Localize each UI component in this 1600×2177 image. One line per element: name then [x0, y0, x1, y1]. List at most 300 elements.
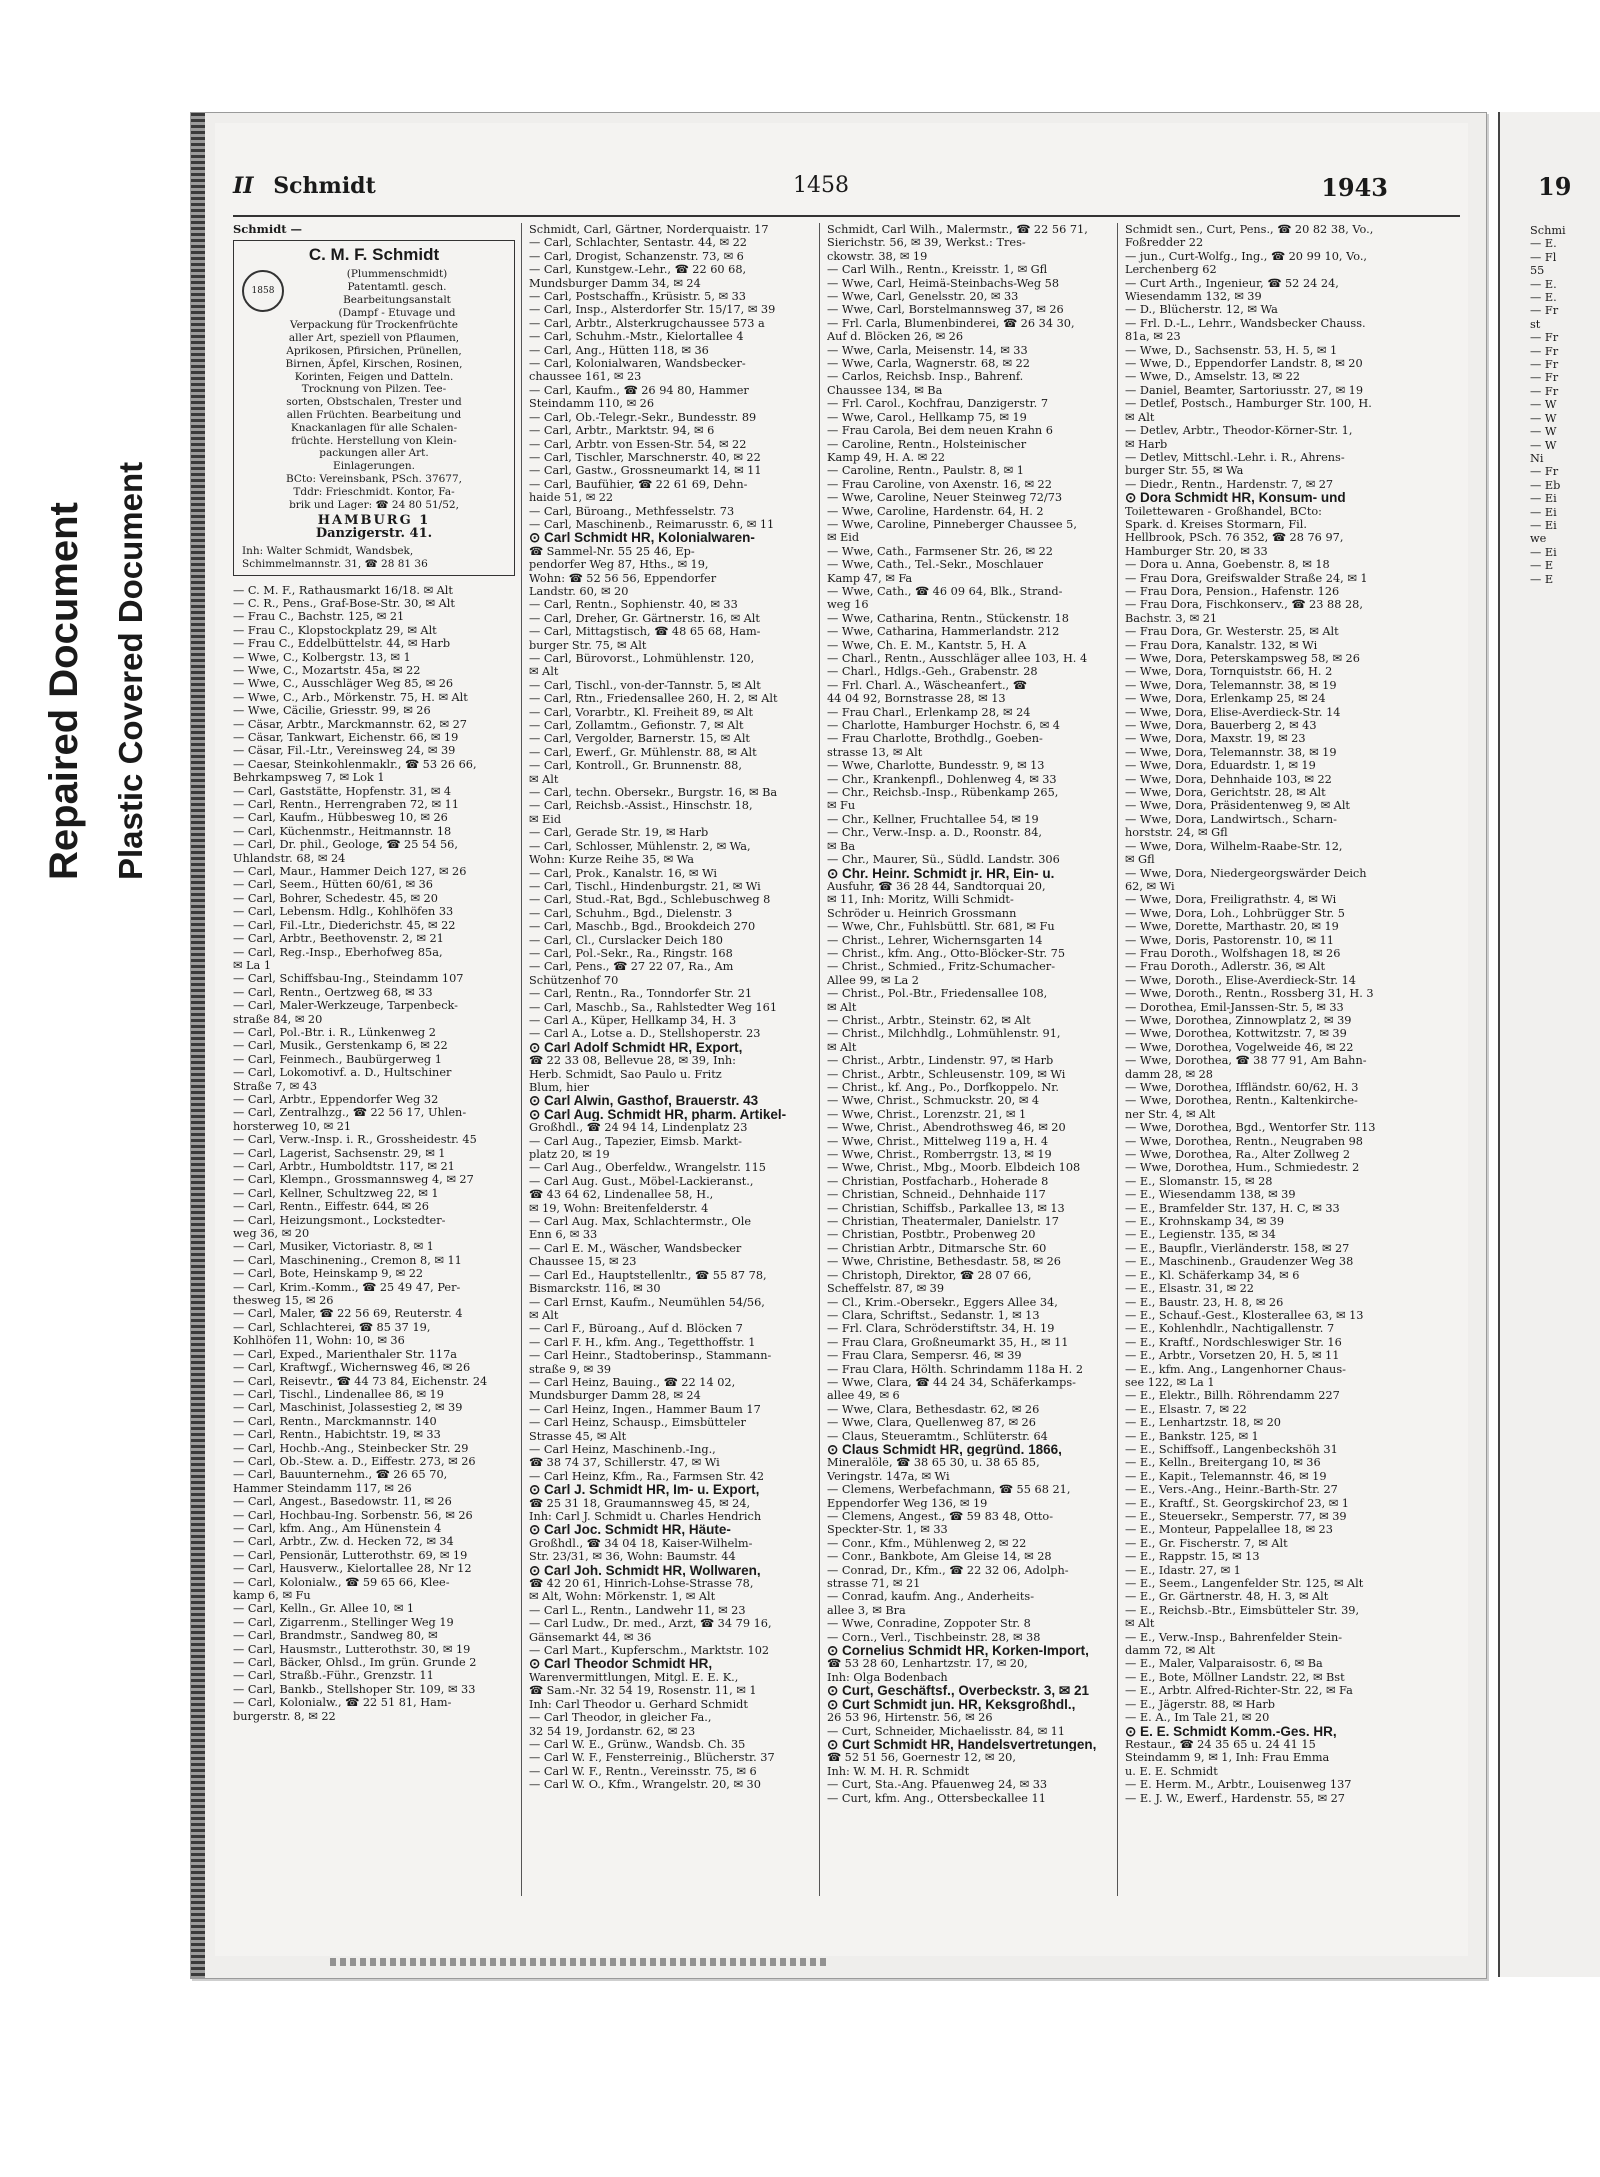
directory-entry: — Chr., Kellner, Fruchtallee 54, ✉ 19 — [827, 812, 1039, 826]
directory-entry: — Clemens, Angest., ☎ 59 83 48, Otto- — [827, 1510, 1054, 1523]
directory-entry: — jun., Curt-Wolfg., Ing., ☎ 20 99 10, Vo., — [1125, 249, 1368, 263]
directory-entry: — Carl, Küchenmstr., Heitmannstr. 18 — [233, 824, 452, 838]
directory-entry: — Carl, Maschinist, Jolassestieg 2, ✉ 39 — [233, 1401, 463, 1415]
ad-title: C. M. F. Schmidt — [308, 245, 440, 265]
directory-entry: — Wwe, Dora, Präsidentenweg 9, ✉ Alt — [1125, 799, 1350, 813]
directory-entry: — Wwe, Dorothea, Rentn., Neugraben 98 — [1125, 1134, 1363, 1148]
directory-entry: — Wwe, Dora, Peterskampsweg 58, ✉ 26 — [1125, 652, 1360, 665]
directory-entry: ✉ Eid — [529, 812, 562, 826]
directory-entry: — Wwe, Conradine, Zoppoter Str. 8 — [827, 1617, 1031, 1631]
directory-entry: — Wwe, Caroline, Hardenstr. 64, H. 2 — [827, 504, 1044, 518]
directory-entry: — Carl, Kolonialw., ☎ 22 51 81, Ham- — [233, 1696, 452, 1710]
directory-entry: — Carl, Reichsb.-Assist., Hinschstr. 18, — [529, 799, 753, 813]
directory-entry: — Carl, Maler-Werkzeuge, Tarpenbeck- — [233, 999, 458, 1013]
directory-entry: — Carl, Kolonialw., ☎ 59 65 66, Klee- — [233, 1575, 450, 1589]
directory-entry: Strasse 45, ✉ Alt — [529, 1429, 627, 1443]
directory-entry: — Carl, Schlachterei, ☎ 85 37 19, — [233, 1320, 431, 1334]
directory-entry: — E., Maschinenb., Graudenzer Weg 38 — [1125, 1255, 1354, 1269]
directory-entry: Foßredder 22 — [1125, 236, 1204, 250]
directory-entry: 62, ✉ Wi — [1125, 879, 1175, 893]
directory-entry: — Wwe, Dora, Eduardstr. 1, ✉ 19 — [1125, 759, 1316, 773]
directory-entry: — E., Gr. Gärtnerstr. 48, H. 3, ✉ Alt — [1125, 1590, 1329, 1604]
column-2 — [529, 223, 813, 1896]
directory-entry: Inh: Carl J. Schmidt u. Charles Hendrich — [529, 1510, 762, 1523]
directory-entry: — Chr., Maurer, Sü., Südld. Landstr. 306 — [827, 853, 1060, 867]
directory-entry: — Diedr., Rentn., Hardenstr. 7, ✉ 27 — [1125, 477, 1334, 491]
directory-entry: Veringstr. 147a, ✉ Wi — [827, 1469, 950, 1483]
directory-entry: — Wwe, Carl, Heimä-Steinbachs-Weg 58 — [827, 276, 1060, 290]
directory-entry: — Carl, Rentn., Marckmannstr. 140 — [233, 1414, 437, 1428]
next-page-line: — E. — [1530, 237, 1557, 251]
directory-entry: — Carl, Schlosser, Mühlenstr. 2, ✉ Wa, — [529, 839, 751, 853]
directory-entry: — Carl, Fil.-Ltr., Diederichstr. 45, ✉ 22 — [233, 918, 456, 932]
directory-entry: — Wwe, Dora, Freiligrathstr. 4, ✉ Wi — [1125, 893, 1337, 907]
directory-entry: horststr. 24, ✉ Gfl — [1125, 826, 1228, 840]
directory-entry: — Carl F., Büroang., Auf d. Blöcken 7 — [529, 1322, 743, 1336]
column-4 — [1125, 223, 1409, 1896]
directory-entry: Enn 6, ✉ 33 — [529, 1228, 598, 1242]
directory-entry: — Curt Arth., Ingenieur, ☎ 52 24 24, — [1125, 276, 1339, 290]
directory-entry: — Carl, Klempn., Grossmannsweg 4, ✉ 27 — [233, 1173, 474, 1187]
directory-entry: — Carl Heinz, Schausp., Eimsbütteler — [529, 1416, 746, 1430]
bottom-print-strip — [330, 1958, 830, 1966]
directory-entry: 44 04 92, Bornstrasse 28, ✉ 13 — [827, 692, 1006, 706]
binding-edge — [191, 113, 205, 1978]
directory-entry: — Carl, Kunstgew.-Lehr., ☎ 22 60 68, — [529, 263, 747, 277]
directory-entry: Großhdl., ☎ 34 04 18, Kaiser-Wilhelm- — [529, 1536, 753, 1550]
directory-entry: — Carl, Ob.-Stew. a. D., Eiffestr. 273, ✉ 26 — [233, 1454, 476, 1468]
directory-entry: 32 54 19, Jordanstr. 62, ✉ 23 — [529, 1724, 696, 1738]
directory-entry: — Frau Dora, Gr. Westerstr. 25, ✉ Alt — [1125, 625, 1339, 639]
ad-text-line: Trocknung von Pilzen. Tee- — [301, 383, 447, 396]
directory-entry: — Wwe, Doroth., Rentn., Rossberg 31, H. 3 — [1125, 987, 1374, 1001]
directory-entry: — Christ., Arbtr., Lindenstr. 97, ✉ Harb — [827, 1054, 1054, 1068]
directory-entry: — Carl, Ob.-Telegr.-Sekr., Bundesstr. 89 — [529, 410, 757, 424]
directory-entry: — Carl, Verw.-Insp. i. R., Grossheidestr. 45 — [233, 1133, 477, 1147]
directory-entry: Inh: Olga Bodenbach — [827, 1670, 948, 1684]
directory-entry: ⊙ Claus Schmidt HR, gegründ. 1866, — [827, 1442, 1062, 1457]
directory-entry: — Frau C., Bachstr. 125, ✉ 21 — [233, 610, 405, 624]
directory-entry: strasse 71, ✉ 21 — [827, 1577, 921, 1591]
next-page-line: — Ei — [1530, 492, 1557, 506]
directory-entry: — Carl E. M., Wäscher, Wandsbecker — [529, 1241, 742, 1255]
directory-entry: Großhdl., ☎ 24 94 14, Lindenplatz 23 — [529, 1121, 748, 1135]
directory-entry: — Frl. D.-L., Lehrr., Wandsbecker Chauss. — [1125, 316, 1366, 330]
directory-entry: Kamp 47, ✉ Fa — [827, 571, 913, 585]
directory-entry: ✉ La 1 — [233, 958, 272, 972]
directory-entry: — Carlos, Reichsb. Insp., Bahrenf. — [827, 370, 1024, 384]
directory-entry: Ausfuhr, ☎ 36 28 44, Sandtorquai 20, — [827, 879, 1046, 893]
directory-entry: — Chr., Krankenpfl., Dohlenweg 4, ✉ 33 — [827, 772, 1057, 786]
directory-entry: — Christ., Milchhdlg., Lohmühlenstr. 91, — [827, 1027, 1061, 1041]
ad-text-line: brik und Lager: ☎ 24 80 51/52, — [289, 498, 459, 511]
directory-entry: — E., Kraftf., Nordschleswiger Str. 16 — [1125, 1335, 1342, 1349]
side-labels — [30, 380, 190, 900]
directory-entry: ⊙ Carl Schmidt HR, Kolonialwaren- — [529, 531, 755, 545]
directory-entry: — Frau Charl., Erlenkamp 28, ✉ 24 — [827, 705, 1031, 719]
next-page-line: — Ei — [1530, 518, 1557, 532]
directory-entry: — Wwe, Christ., Schmuckstr. 20, ✉ 4 — [827, 1094, 1040, 1108]
page-header — [233, 173, 1460, 209]
directory-entry: Bismarckstr. 116, ✉ 30 — [529, 1282, 661, 1296]
directory-entry: horsterweg 10, ✉ 21 — [233, 1119, 352, 1133]
directory-entry: ☎ 52 51 56, Goernestr 12, ✉ 20, — [827, 1751, 1016, 1765]
directory-entry: — Carl, Straßb.-Führ., Grenzstr. 11 — [233, 1669, 434, 1683]
directory-entry: ✉ 19, Wohn: Breitenfelderstr. 4 — [529, 1201, 709, 1215]
directory-entry: see 122, ✉ La 1 — [1125, 1375, 1215, 1389]
directory-entry: Uhlandstr. 68, ✉ 24 — [233, 851, 346, 865]
directory-entry: — Wwe, Carl, Borstelmannsweg 37, ✉ 26 — [827, 303, 1064, 317]
directory-entry: ⊙ Carl J. Schmidt HR, Im- u. Export, — [529, 1483, 760, 1497]
directory-entry: ⊙ Carl Joh. Schmidt HR, Wollwaren, — [529, 1563, 761, 1578]
directory-entry: — Carl Heinz, Kfm., Ra., Farmsen Str. 42 — [529, 1469, 765, 1483]
directory-entry: — Charlotte, Hamburger Hochstr. 6, ✉ 4 — [827, 719, 1060, 733]
directory-entry: — Carl, Mittagstisch, ☎ 48 65 68, Ham- — [529, 625, 761, 639]
directory-entry: Sierichstr. 56, ✉ 39, Werkst.: Tres- — [827, 236, 1026, 250]
directory-entry: — Christ., Pol.-Btr., Friedensallee 108, — [827, 987, 1048, 1001]
directory-entry: — E., Reichsb.-Btr., Eimsbütteler Str. 39, — [1125, 1603, 1360, 1617]
directory-entry: ☎ 25 31 18, Graumannsweg 45, ✉ 24, — [529, 1496, 751, 1510]
directory-entry: — Carl, Bürovorst., Lohmühlenstr. 120, — [529, 652, 755, 665]
directory-entry: — Frl. Clara, Schröderstiftstr. 34, H. 19 — [827, 1322, 1055, 1336]
directory-entry: Gänsemarkt 44, ✉ 36 — [529, 1630, 652, 1644]
directory-entry: — C. R., Pens., Graf-Bose-Str. 30, ✉ Alt — [233, 596, 455, 610]
next-page-line: — Fl — [1530, 250, 1557, 264]
directory-entry: — Frl. Charl. A., Wäscheanfert., ☎ — [827, 678, 1027, 692]
directory-entry: — Frl. Carla, Blumenbinderei, ☎ 26 34 30, — [827, 316, 1075, 330]
ad-text-line: früchte. Herstellung von Klein- — [291, 434, 457, 447]
directory-entry: haide 51, ✉ 22 — [529, 491, 614, 505]
directory-page-scan — [190, 112, 1487, 1979]
directory-entry: Wohn: ☎ 52 56 56, Eppendorfer — [529, 571, 717, 585]
next-page-line: — E. — [1530, 291, 1557, 305]
directory-entry: — Charl., Hdlgs.-Geh., Grabenstr. 28 — [827, 665, 1038, 679]
directory-entry: strasse 13, ✉ Alt — [827, 745, 923, 759]
directory-entry: — E. Herm. M., Arbtr., Louisenweg 137 — [1125, 1778, 1352, 1792]
directory-entry: — Wwe, Dorothea, Vogelweide 46, ✉ 22 — [1125, 1040, 1354, 1054]
directory-entry: — Claus, Steueramtm., Schlüterstr. 64 — [827, 1429, 1048, 1443]
directory-entry: Schmidt, Carl, Gärtner, Norderquaistr. 17 — [529, 223, 769, 236]
directory-entry: — Frau Charlotte, Brothdlg., Goeben- — [827, 732, 1043, 746]
directory-entry: ✉ Alt — [1125, 410, 1155, 424]
directory-entry: — Carl, Stud.-Rat, Bgd., Schlebuschweg 8 — [529, 893, 771, 907]
directory-entry: — Carl A., Lotse a. D., Stellshoperstr. 23 — [529, 1027, 761, 1041]
next-page-line: — Eb — [1530, 478, 1561, 492]
directory-entry: kamp 6, ✉ Fu — [233, 1589, 311, 1602]
directory-entry: — Wwe, Cäcilie, Griesstr. 99, ✉ 26 — [233, 704, 431, 718]
directory-entry: — E., Seem., Langenfelder Str. 125, ✉ Alt — [1125, 1577, 1364, 1591]
directory-entry: — Carl, Zentralhzg., ☎ 22 56 17, Uhlen- — [233, 1106, 467, 1120]
directory-entry: — E., Gr. Fischerstr. 7, ✉ Alt — [1125, 1536, 1288, 1550]
directory-entry: — Wwe, Catharina, Hammerlandstr. 212 — [827, 625, 1060, 639]
directory-entry: — Wwe, C., Mozartstr. 45a, ✉ 22 — [233, 663, 421, 677]
directory-entry: — Frau Clara, Hölth. Schrindamm 118a H. 2 — [827, 1362, 1084, 1376]
directory-entry: — Carl, Reisevtr., ☎ 44 73 84, Eichenstr. 24 — [233, 1374, 488, 1388]
directory-entry: — Carl, Hochbau-Ing. Sorbenstr. 56, ✉ 26 — [233, 1508, 473, 1522]
directory-entry: — Carl W. F., Rentn., Vereinsstr. 75, ✉ 6 — [529, 1764, 757, 1778]
directory-entry: Schmidt sen., Curt, Pens., ☎ 20 82 38, Vo., — [1125, 223, 1374, 236]
directory-entry: — Carl, Vorarbtr., Kl. Freiheit 89, ✉ Alt — [529, 705, 754, 719]
directory-entry: Mundsburger Damm 28, ✉ 24 — [529, 1389, 701, 1403]
directory-entry: — Detlev, Arbtr., Theodor-Körner-Str. 1, — [1125, 424, 1353, 438]
directory-entry: — Wwe, Dora, Maxstr. 19, ✉ 23 — [1125, 732, 1306, 746]
directory-entry: — Wwe, Charlotte, Bundesstr. 9, ✉ 13 — [827, 759, 1045, 773]
directory-entry: ☎ Sam.-Nr. 32 54 19, Rosenstr. 11, ✉ 1 — [529, 1684, 757, 1698]
directory-entry: — Dorothea, Emil-Janssen-Str. 5, ✉ 33 — [1125, 1000, 1344, 1014]
directory-entry: damm 72, ✉ Alt — [1125, 1644, 1215, 1658]
plastic-covered-label: Plastic Covered Document — [112, 461, 149, 880]
ad-text-line: allen Früchten. Bearbeitung und — [286, 408, 462, 421]
directory-entry: Mundsburger Damm 34, ✉ 24 — [529, 276, 701, 290]
next-page-line: — W — [1530, 411, 1557, 425]
next-page-line: Schmi — [1530, 224, 1566, 237]
directory-entry: — Wwe, Dora, Erlenkamp 25, ✉ 24 — [1125, 692, 1326, 706]
directory-entry: — Christian, Schneid., Dehnhaide 117 — [827, 1188, 1046, 1202]
directory-entry: — Chr., Reichsb.-Insp., Rübenkamp 265, — [827, 786, 1059, 800]
directory-entry: — Christ., Arbtr., Steinstr. 62, ✉ Alt — [827, 1013, 1031, 1027]
directory-entry: — Carl, Brandmstr., Sandweg 80, ✉ — [233, 1629, 438, 1643]
directory-entry: — Wwe, Dorothea, Zinnowplatz 2, ✉ 39 — [1125, 1013, 1352, 1027]
directory-entry: — Wwe, Dorette, Marthastr. 20, ✉ 19 — [1125, 920, 1339, 934]
directory-entry: — Christian, Postfacharb., Hoherade 8 — [827, 1174, 1049, 1188]
directory-entry: — Carl, Kellner, Schultzweg 22, ✉ 1 — [233, 1186, 439, 1200]
directory-entry: — Carl, Krim.-Komm., ☎ 25 49 47, Per- — [233, 1280, 461, 1294]
directory-entry: — Carl W. F., Fensterreinig., Blücherstr. 37 — [529, 1751, 775, 1765]
directory-entry: — Wwe, Christ., Abendrothsweg 46, ✉ 20 — [827, 1121, 1066, 1135]
directory-entry: — E., Baustr. 23, H. 8, ✉ 26 — [1125, 1295, 1284, 1309]
directory-entry: thesweg 15, ✉ 26 — [233, 1294, 334, 1308]
directory-entry: — Carl, Maur., Hammer Deich 127, ✉ 26 — [233, 865, 467, 879]
advertisement-box — [233, 240, 515, 575]
directory-entry: weg 36, ✉ 20 — [233, 1227, 310, 1241]
directory-entry: — Christ., Lehrer, Wichernsgarten 14 — [827, 933, 1043, 947]
ad-footer — [242, 545, 506, 571]
directory-entry: — Carl, Arbtr., Alsterkrugchaussee 573 a — [529, 316, 765, 330]
directory-entry: — E., Baupflr., Vierländerstr. 158, ✉ 27 — [1125, 1241, 1350, 1255]
directory-entry: ⊙ E. E. Schmidt Komm.-Ges. HR, — [1125, 1724, 1337, 1738]
directory-entry: — Daniel, Beamter, Sartoriusstr. 27, ✉ 19 — [1125, 383, 1364, 397]
header-page-number: 1458 — [793, 173, 849, 198]
directory-entry: — Carl, Arbtr., Eppendorfer Weg 32 — [233, 1092, 439, 1106]
directory-entry: — Carl, Musiker, Victoriastr. 8, ✉ 1 — [233, 1240, 434, 1254]
directory-entry: ✉ Alt — [827, 1040, 857, 1054]
directory-entry: — E., Kapit., Telemannstr. 46, ✉ 19 — [1125, 1469, 1327, 1483]
directory-entry: — Carl, Kelln., Gr. Allee 10, ✉ 1 — [233, 1602, 415, 1616]
directory-entry: — Carl, Kraftwgf., Wichernsweg 46, ✉ 26 — [233, 1361, 471, 1375]
directory-entry: Herb. Schmidt, Sao Paulo u. Fritz — [529, 1067, 722, 1081]
directory-entry: — Carl Heinz, Ingen., Hammer Baum 17 — [529, 1402, 761, 1416]
directory-entry: — E., Lenhartzstr. 18, ✉ 20 — [1125, 1416, 1281, 1430]
next-page-lines — [1530, 224, 1566, 586]
ad-text-line: Verpackung für Trockenfrüchte — [290, 319, 458, 332]
directory-entry: ckowstr. 38, ✉ 19 — [827, 249, 928, 263]
directory-entry: — Carl, Feinmech., Baubürgerweg 1 — [233, 1052, 442, 1066]
directory-entry: — E., Arbtr., Vorsetzen 20, H. 5, ✉ 11 — [1125, 1349, 1340, 1363]
directory-entry: — Carl, Maler, ☎ 22 56 69, Reuterstr. 4 — [233, 1307, 463, 1321]
directory-entry: — Carl, Rentn., Oertzweg 68, ✉ 33 — [233, 985, 433, 999]
directory-entry: — Carl, Rentn., Eiffestr. 644, ✉ 26 — [233, 1200, 429, 1214]
directory-entry: — Carl, Insp., Alsterdorfer Str. 15/17, ✉ 39 — [529, 303, 776, 317]
directory-entry: — Carl, techn. Obersekr., Burgstr. 16, ✉ Ba — [529, 786, 778, 800]
directory-entry: — Carl, Maschb., Bgd., Brookdeich 270 — [529, 920, 756, 934]
directory-entry: — Wwe, Dora, Niedergeorgswärder Deich — [1125, 866, 1367, 880]
directory-entry: — Wwe, Dora, Gerichtstr. 28, ✉ Alt — [1125, 786, 1326, 800]
directory-entry: — Wwe, Doroth., Elise-Averdieck-Str. 14 — [1125, 973, 1356, 987]
directory-entry: Landstr. 60, ✉ 20 — [529, 584, 629, 598]
directory-entry: — Wwe, Christ., Romberrgstr. 13, ✉ 19 — [827, 1148, 1052, 1162]
directory-entry: — Charl., Rentn., Ausschläger allee 103, H. 4 — [827, 652, 1088, 665]
directory-entry: — Carl Aug., Tapezier, Eimsb. Markt- — [529, 1134, 742, 1148]
next-page-header: 19 — [1538, 172, 1572, 201]
directory-entry: — Carl, Vergolder, Barnerstr. 15, ✉ Alt — [529, 732, 750, 746]
directory-entry: — Carl, Exped., Marienthaler Str. 117a — [233, 1347, 458, 1361]
directory-entry: — Frau Clara, Großneumarkt 35, H., ✉ 11 — [827, 1335, 1069, 1349]
directory-entry: Restaur., ☎ 24 35 65 u. 24 41 15 — [1125, 1737, 1316, 1751]
ad-text-line: (Plummenschmidt) — [346, 268, 448, 281]
directory-entry: platz 20, ✉ 19 — [529, 1148, 610, 1162]
directory-entry: — Curt, Sta.-Ang. Pfauenweg 24, ✉ 33 — [827, 1778, 1048, 1792]
ad-city: HAMBURG 1 — [317, 513, 431, 529]
directory-entry: — Carl Aug., Oberfeldw., Wrangelstr. 115 — [529, 1161, 766, 1175]
directory-entry: — Wwe, Dora, Bauerberg 2, ✉ 43 — [1125, 719, 1317, 733]
directory-entry: 81a, ✉ 23 — [1125, 330, 1181, 344]
directory-entry: — Carl, Lebensm. Hdlg., Kohlhöfen 33 — [233, 905, 454, 919]
directory-entry: — Carl, Tischl., Lindenallee 86, ✉ 19 — [233, 1387, 444, 1401]
directory-entry: — Carl, Dreher, Gr. Gärtnerstr. 16, ✉ Alt — [529, 611, 760, 625]
directory-entry: — Christoph, Direktor, ☎ 28 07 66, — [827, 1268, 1032, 1282]
header-left — [233, 173, 376, 199]
column-divider — [521, 223, 522, 1896]
directory-entry: Hellbrook, PSch. 76 352, ☎ 28 76 97, — [1125, 531, 1344, 545]
directory-entry: — Frau Dora, Greifswalder Straße 24, ✉ 1 — [1125, 571, 1368, 585]
directory-entry: Kamp 49, H. A. ✉ 22 — [827, 450, 946, 464]
next-page-line: — Fr — [1530, 371, 1559, 385]
directory-entry: ner Str. 4, ✉ Alt — [1125, 1107, 1216, 1121]
directory-entry: — Carl, Postschaffn., Krüsistr. 5, ✉ 33 — [529, 290, 746, 304]
page-body — [215, 123, 1468, 1956]
directory-entry: — D., Blücherstr. 12, ✉ Wa — [1125, 303, 1278, 317]
directory-entry: — Wwe, C., Ausschläger Weg 85, ✉ 26 — [233, 677, 454, 691]
ad-text-line: Birnen, Äpfel, Kirschen, Rosinen, — [285, 357, 463, 370]
directory-entry: ☎ 42 20 61, Hinrich-Lohse-Strasse 78, — [529, 1577, 754, 1591]
directory-entry: — Carl Ernst, Kaufm., Neumühlen 54/56, — [529, 1295, 765, 1309]
directory-entry: ⊙ Carl Aug. Schmidt HR, pharm. Artikel- — [529, 1107, 787, 1122]
next-page-line: Ni — [1530, 451, 1544, 465]
directory-entry: — Carl, Pens., ☎ 27 22 07, Ra., Am — [529, 960, 734, 974]
directory-entry: — Cl., Krim.-Obersekr., Eggers Allee 34, — [827, 1295, 1058, 1309]
directory-entry: — Carl, Rentn., Herrengraben 72, ✉ 11 — [233, 798, 459, 812]
directory-entry: ✉ 11, Inh: Moritz, Willi Schmidt- — [827, 893, 1014, 907]
entry-list — [1125, 223, 1409, 1805]
directory-entry: — Christian Arbtr., Ditmarsche Str. 60 — [827, 1241, 1047, 1255]
directory-entry: — Wwe, Doris, Pastorenstr. 10, ✉ 11 — [1125, 933, 1334, 947]
directory-entry: — E. J. W., Ewerf., Hardenstr. 55, ✉ 27 — [1125, 1791, 1345, 1805]
directory-entry: — Caroline, Rentn., Holsteinischer — [827, 437, 1027, 451]
directory-entry: — Curt, kfm. Ang., Ottersbeckallee 11 — [827, 1791, 1046, 1805]
directory-entry: — Frau C., Klopstockplatz 29, ✉ Alt — [233, 623, 437, 637]
directory-entry: — Wwe, Dorothea, ☎ 38 77 91, Am Bahn- — [1125, 1054, 1367, 1068]
directory-entry: damm 28, ✉ 28 — [1125, 1067, 1213, 1081]
directory-entry: — Wwe, Caroline, Neuer Steinweg 72/73 — [827, 491, 1063, 505]
directory-entry: — Carl, Maschinenb., Reimarusstr. 6, ✉ 11 — [529, 517, 775, 531]
ad-text-line: Korinten, Feigen und Datteln. — [294, 370, 454, 383]
directory-entry: — E., Arbtr. Alfred-Richter-Str. 22, ✉ Fa — [1125, 1684, 1353, 1698]
next-page-line: — Fr — [1530, 465, 1559, 479]
directory-entry: — Frau Dora, Fischkonserv., ☎ 23 88 28, — [1125, 598, 1363, 612]
directory-entry: — Frau Dora, Kanalstr. 132, ✉ Wi — [1125, 638, 1318, 652]
next-page-line: — Fr — [1530, 358, 1559, 372]
directory-entry: — E., Bramfelder Str. 137, H. C, ✉ 33 — [1125, 1201, 1340, 1215]
directory-entry: Str. 23/31, ✉ 36, Wohn: Baumstr. 44 — [529, 1550, 736, 1564]
directory-entry: — Clara, Schriftst., Sedanstr. 1, ✉ 13 — [827, 1308, 1040, 1322]
directory-entry: — Dora u. Anna, Goebenstr. 8, ✉ 18 — [1125, 558, 1330, 572]
directory-entry: — Carl, Ang., Hütten 118, ✉ 36 — [529, 343, 709, 357]
next-page-line: — Ei — [1530, 545, 1557, 559]
seal-icon: 1858 — [242, 270, 284, 312]
next-page-line: — W — [1530, 438, 1557, 452]
directory-entry: — E., Kl. Schäferkamp 34, ✉ 6 — [1125, 1268, 1300, 1282]
directory-entry: — Wwe, C., Arb., Mörkenstr. 75, H. ✉ Alt — [233, 690, 468, 704]
next-page-line: — E — [1530, 559, 1554, 573]
directory-entry: ⊙ Curt Schmidt HR, Handelsvertretungen, — [827, 1737, 1097, 1752]
directory-entry: — Carl, Pol.-Btr. i. R., Lünkenweg 2 — [233, 1025, 436, 1039]
directory-entry: — Carl, Schiffsbau-Ing., Steindamm 107 — [233, 972, 464, 986]
directory-entry: — Carl Heinr., Stadtoberinsp., Stammann- — [529, 1349, 772, 1363]
directory-entry: — Carl, Seem., Hütten 60/61, ✉ 36 — [233, 878, 433, 892]
directory-entry: Steindamm 9, ✉ 1, Inh: Frau Emma — [1125, 1751, 1330, 1765]
directory-entry: ⊙ Chr. Heinr. Schmidt jr. HR, Ein- u. — [827, 866, 1055, 880]
entry-list — [827, 223, 1111, 1805]
next-page-line: — W — [1530, 425, 1557, 439]
directory-entry: — E., Slomanstr. 15, ✉ 28 — [1125, 1174, 1273, 1188]
directory-entry: Lerchenberg 62 — [1125, 263, 1217, 277]
directory-entry: — Cäsar, Fil.-Ltr., Vereinsweg 24, ✉ 39 — [233, 744, 456, 758]
directory-entry: — Carl, Ewerf., Gr. Mühlenstr. 88, ✉ Alt — [529, 745, 757, 759]
directory-entry: — Caesar, Steinkohlenmaklr., ☎ 53 26 66, — [233, 757, 477, 771]
directory-entry: ✉ Alt — [529, 665, 559, 679]
directory-entry: — Carl F. H., kfm. Ang., Tegetthoffstr. 1 — [529, 1335, 756, 1349]
directory-entry: — Cäsar, Tankwart, Eichenstr. 66, ✉ 19 — [233, 731, 459, 744]
directory-entry: ⊙ Dora Schmidt HR, Konsum- und — [1125, 491, 1346, 505]
ad-text-line: sorten, Obstschalen, Trester und — [286, 396, 462, 409]
directory-entry: ⊙ Carl Adolf Schmidt HR, Export, — [529, 1040, 743, 1055]
ad-text-line: aller Art, speziell von Pflaumen, — [288, 332, 460, 345]
directory-entry: — Wwe, Dora, Telemannstr. 38, ✉ 19 — [1125, 678, 1337, 692]
entry-list — [529, 223, 813, 1792]
ad-text-line: Patentamtl. gesch. — [347, 281, 447, 293]
directory-entry: — Carl, Maschb., Sa., Rahlstedter Weg 161 — [529, 1000, 778, 1014]
directory-entry: — E., Legienstr. 135, ✉ 34 — [1125, 1228, 1276, 1242]
directory-entry: — Wwe, Cath., ☎ 46 09 64, Blk., Strand- — [827, 584, 1063, 598]
ad-text-line: (Dampf - Etuvage und — [338, 306, 456, 319]
directory-entry: — Wwe, Dorothea, Iffländstr. 60/62, H. 3 — [1125, 1081, 1359, 1094]
directory-entry: Kohlhöfen 11, Wohn: 10, ✉ 36 — [233, 1334, 405, 1348]
directory-entry: — Carl, Cl., Curslacker Deich 180 — [529, 933, 723, 947]
column-divider — [819, 223, 820, 1896]
directory-entry: Schützenhof 70 — [529, 973, 619, 987]
directory-entry: — Wwe, D., Sachsenstr. 53, H. 5, ✉ 1 — [1125, 343, 1338, 357]
directory-entry: — E., Vers.-Ang., Heinr.-Barth-Str. 27 — [1125, 1483, 1338, 1497]
directory-entry: ☎ 22 33 08, Bellevue 28, ✉ 39, Inh: — [529, 1054, 736, 1068]
directory-entry: — Carl, Baufühier, ☎ 22 61 69, Dehn- — [529, 477, 748, 491]
directory-entry: — Carl, Hausverw., Kielortallee 28, Nr 12 — [233, 1562, 472, 1576]
directory-entry: — Carl, Kolonialwaren, Wandsbecker- — [529, 357, 746, 371]
directory-entry: — Carl, Drogist, Schanzenstr. 73, ✉ 6 — [529, 249, 744, 263]
directory-entry: — Caroline, Rentn., Paulstr. 8, ✉ 1 — [827, 464, 1024, 478]
column-divider — [1117, 223, 1118, 1896]
directory-entry: — Carl, Tischler, Marschnerstr. 40, ✉ 22 — [529, 450, 761, 464]
directory-entry: — Wwe, D., Eppendorfer Landstr. 8, ✉ 20 — [1125, 357, 1363, 371]
